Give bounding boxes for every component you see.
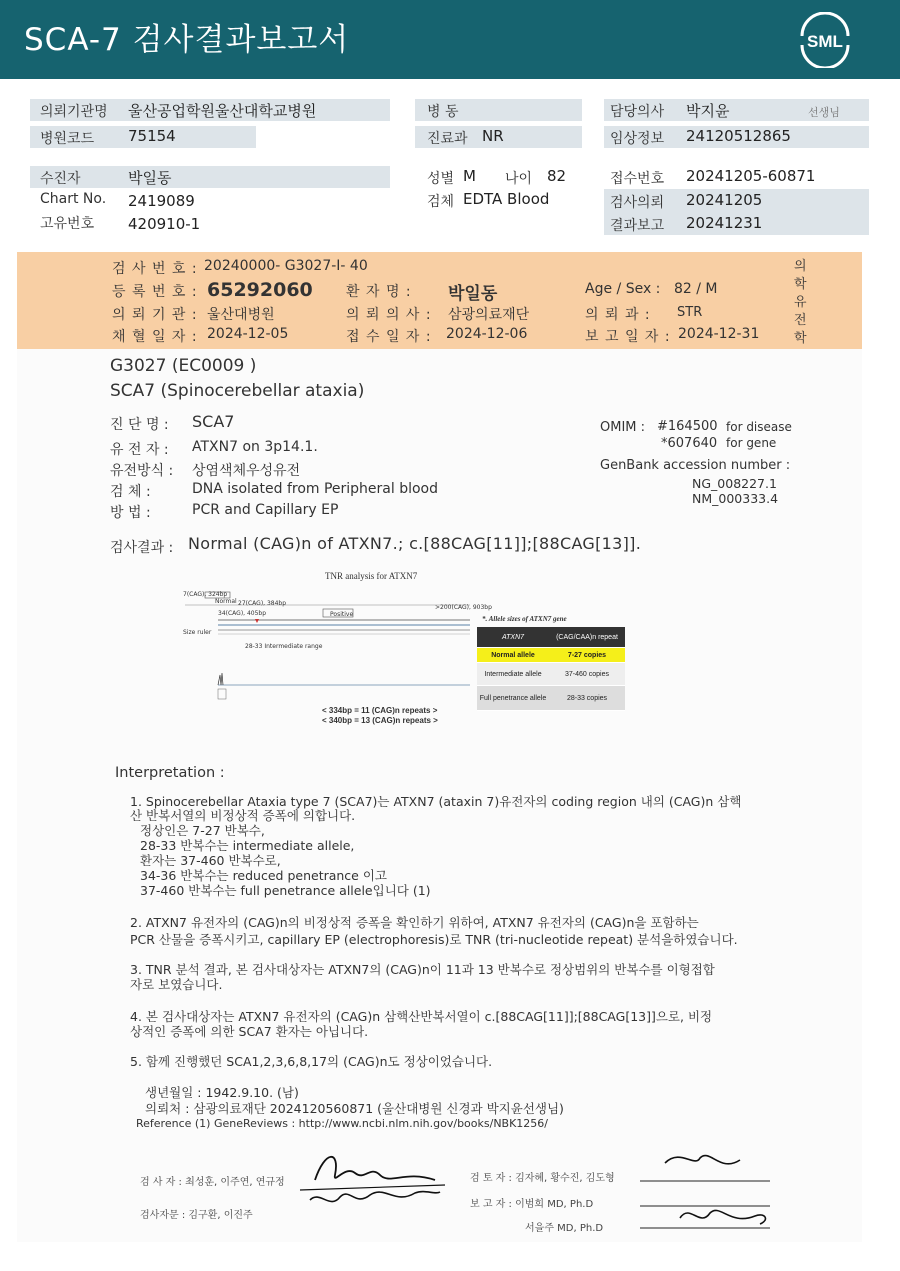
rh-reg-no-value: 65292060	[207, 279, 313, 301]
interp-line: 34-36 반복수는 reduced penetrance 이고	[140, 868, 387, 883]
allele-row-value: 37-460 copies	[549, 663, 625, 686]
inherit-label: 유전방식 :	[110, 463, 174, 479]
rh-patient-value: 박일동	[448, 284, 498, 304]
patient-label: 수진자	[40, 171, 81, 187]
fig-normal: Normal	[215, 598, 237, 605]
allele-table-header: (CAG/CAA)n repeat	[549, 627, 625, 648]
clinical-value: 24120512865	[686, 127, 791, 145]
referrer-info: 의뢰처 : 삼광의료재단 2024120560871 (울산대병원 신경과 박지윤선생님)	[145, 1101, 564, 1116]
institution-value: 울산공업학원울산대학교병원	[128, 102, 317, 120]
chart-value: 2419089	[128, 192, 195, 210]
allele-size-table	[477, 627, 625, 711]
rh-report-label: 보 고 일 자 :	[585, 329, 671, 345]
doctor-label: 담당의사	[610, 104, 665, 120]
dept-label: 진료과	[427, 131, 468, 147]
rh-collect-value: 2024-12-05	[207, 326, 289, 342]
institution-label: 의뢰기관명	[40, 104, 108, 120]
allele-row-label: Intermediate allele	[477, 663, 549, 686]
rh-report-value: 2024-12-31	[678, 326, 760, 342]
rh-test-no-label: 검 사 번 호 :	[112, 261, 198, 277]
interp-line: 자로 보였습니다.	[130, 977, 223, 992]
rh-agesex-value: 82 / M	[674, 281, 718, 297]
interp-line: 37-460 반복수는 full penetrance allele입니다 (1)	[140, 883, 431, 898]
fig-positive: Positive	[330, 611, 354, 618]
result-label-2: 검사결과 :	[110, 540, 174, 556]
reporter-line-1: 보 고 자 : 이범희 MD, Ph.D	[470, 1199, 594, 1210]
specimen-label-2: 검 체 :	[110, 484, 151, 500]
allele-table-title: *. Allele sizes of ATXN7 gene	[482, 615, 567, 623]
allele-table-header: ATXN7	[477, 627, 549, 648]
genbank-label: GenBank accession number :	[600, 458, 791, 473]
test-name: SCA7 (Spinocerebellar ataxia)	[110, 381, 365, 401]
gene-label: 유 전 자 :	[110, 442, 169, 458]
result-value: 20241231	[686, 214, 763, 232]
rh-side-label	[794, 258, 812, 348]
interp-line: 정상인은 7-27 반복수,	[140, 823, 265, 838]
sex-value: M	[463, 167, 476, 185]
uid-label: 고유번호	[40, 216, 95, 232]
fig-intermediate: 28-33 Intermediate range	[245, 643, 323, 650]
hospcode-value: 75154	[128, 127, 176, 145]
interp-line: 2. ATXN7 유전자의 (CAG)n의 비정상적 증폭을 확인하기 위하여, ATXN7 유전자의 (CAG)n을 포함하는	[130, 915, 699, 930]
rh-collect-label: 채 혈 일 자 :	[112, 329, 198, 345]
specimen-value: EDTA Blood	[463, 190, 550, 208]
fig-200cag: >200(CAG), 903bp	[435, 604, 492, 611]
age-value: 82	[547, 167, 567, 185]
patient-bar	[30, 166, 390, 188]
omim-disease-note: for disease	[726, 420, 792, 434]
rh-dept-label: 의 뢰 과 :	[585, 307, 651, 323]
specimen-value-2: DNA isolated from Peripheral blood	[192, 481, 439, 497]
interp-line: 5. 함께 진행했던 SCA1,2,3,6,8,17의 (CAG)n도 정상이었습니다.	[130, 1054, 493, 1069]
test-code: G3027 (EC0009 )	[110, 356, 257, 376]
omim-gene: *607640	[661, 436, 718, 451]
rh-side-char: 의	[794, 259, 807, 274]
reviewer-signatures	[640, 1148, 780, 1233]
fig-34cag: 34(CAG), 405bp	[218, 610, 267, 617]
hospcode-label: 병원코드	[40, 131, 95, 147]
patient-value: 박일동	[128, 169, 172, 187]
request-value: 20241205	[686, 191, 763, 209]
repeat-1: < 334bp = 11 (CAG)n repeats >	[322, 706, 438, 715]
rh-test-no-value: 20240000- G3027-I- 40	[204, 258, 368, 274]
allele-row-label: Full penetrance allele	[477, 686, 549, 711]
diag-value: SCA7	[192, 412, 235, 431]
reporter-line-2: 서을주 MD, Ph.D	[525, 1223, 604, 1234]
logo-text: SML	[807, 32, 843, 51]
interp-line: PCR 산물을 증폭시키고, capillary EP (electrophoresis)로 TNR (tri-nucleotide repeat) 분석을하였습니다.	[130, 932, 738, 947]
omim-gene-note: for gene	[726, 436, 777, 450]
interp-line: 산 반복서열의 비정상적 증폭에 의합니다.	[130, 808, 356, 823]
sml-logo	[796, 12, 854, 68]
interpretation-title: Interpretation :	[115, 765, 225, 781]
repeat-2: < 340bp = 13 (CAG)n repeats >	[322, 716, 438, 725]
dept-value: NR	[482, 127, 504, 145]
method-label: 방 법 :	[110, 505, 151, 521]
interp-line: 상적인 증폭에 의한 SCA7 환자는 아닙니다.	[130, 1024, 369, 1039]
reference-link[interactable]: Reference (1) GeneReviews : http://www.ncbi.nlm.nih.gov/books/NBK1256/	[136, 1117, 549, 1130]
doctor-suffix: 선생님	[808, 106, 840, 119]
fig-sizeruler: Size ruler	[183, 629, 212, 636]
clinical-label: 임상정보	[610, 131, 665, 147]
examiner-line: 검 사 자 : 최성훈, 이주연, 연규정	[140, 1177, 285, 1188]
sex-label: 성별	[427, 171, 455, 187]
request-label: 검사의뢰	[610, 195, 665, 211]
method-value: PCR and Capillary EP	[192, 502, 339, 518]
rh-side-char: 학	[794, 277, 807, 292]
interp-line: 4. 본 검사대상자는 ATXN7 유전자의 (CAG)n 삼핵산반복서열이 c.[88CAG[11]];[88CAG[13]]으로, 비정	[130, 1009, 713, 1024]
rh-doc-value: 삼광의료재단	[448, 307, 530, 323]
reviewer-line: 검 토 자 : 김자혜, 황수진, 김도형	[470, 1173, 615, 1184]
rh-agesex-label: Age / Sex :	[585, 281, 661, 297]
figure-title: TNR analysis for ATXN7	[325, 571, 418, 581]
rh-inst-value: 울산대병원	[207, 307, 275, 323]
rh-recv-label: 접 수 일 자 :	[346, 329, 432, 345]
genbank-2: NM_000333.4	[692, 491, 779, 506]
interp-line: 환자는 37-460 반복수로,	[140, 853, 281, 868]
rh-dept-value: STR	[677, 305, 703, 320]
interp-line: 1. Spinocerebellar Ataxia type 7 (SCA7)는 ATXN7 (ataxin 7)유전자의 coding region 내의 (CAG)n 삼핵	[130, 794, 742, 809]
inherit-value: 상염색체우성유전	[192, 463, 301, 479]
rh-patient-label: 환 자 명 :	[346, 284, 412, 300]
fig-7cag: 7(CAG), 324bp	[183, 591, 228, 598]
rh-side-char: 학	[794, 331, 807, 346]
receipt-value: 20241205-60871	[686, 167, 816, 185]
rh-reg-no-label: 등 록 번 호 :	[112, 284, 198, 300]
diag-label: 진 단 명 :	[110, 417, 169, 433]
ward-label: 병 동	[427, 104, 459, 120]
allele-row-label: Normal allele	[477, 648, 549, 663]
birth-info: 생년월일 : 1942.9.10. (남)	[145, 1085, 299, 1100]
result-value-2: Normal (CAG)n of ATXN7.; c.[88CAG[11]];[88CAG[13]].	[188, 534, 642, 553]
rh-recv-value: 2024-12-06	[446, 326, 528, 342]
uid-value: 420910-1	[128, 215, 201, 233]
omim-disease: #164500	[657, 419, 718, 434]
age-label: 나이	[505, 171, 533, 187]
rh-side-char: 전	[794, 313, 807, 328]
examiner-signatures	[295, 1145, 455, 1220]
omim-label: OMIM :	[600, 420, 646, 435]
specimen-label: 검체	[427, 194, 455, 210]
allele-row-value: 28-33 copies	[549, 686, 625, 711]
page-title: SCA-7 검사결과보고서	[24, 22, 350, 58]
doctor-value: 박지윤	[686, 102, 730, 120]
advisor-line: 검사자문 : 김구환, 이진주	[140, 1210, 253, 1221]
interp-line: 28-33 반복수는 intermediate allele,	[140, 838, 355, 853]
rh-side-char: 유	[794, 295, 807, 310]
receipt-label: 접수번호	[610, 171, 665, 187]
genbank-1: NG_008227.1	[692, 476, 777, 491]
result-label: 결과보고	[610, 218, 665, 234]
gene-value: ATXN7 on 3p14.1.	[192, 439, 318, 455]
rh-inst-label: 의 뢰 기 관 :	[112, 307, 198, 323]
fig-27cag: 27(CAG), 384bp	[238, 600, 287, 607]
chart-label: Chart No.	[40, 191, 107, 207]
interp-line: 3. TNR 분석 결과, 본 검사대상자는 ATXN7의 (CAG)n이 11과 13 반복수로 정상범위의 반복수를 이형접합	[130, 962, 715, 977]
allele-row-value: 7-27 copies	[549, 648, 625, 663]
rh-doc-label: 의 뢰 의 사 :	[346, 307, 432, 323]
